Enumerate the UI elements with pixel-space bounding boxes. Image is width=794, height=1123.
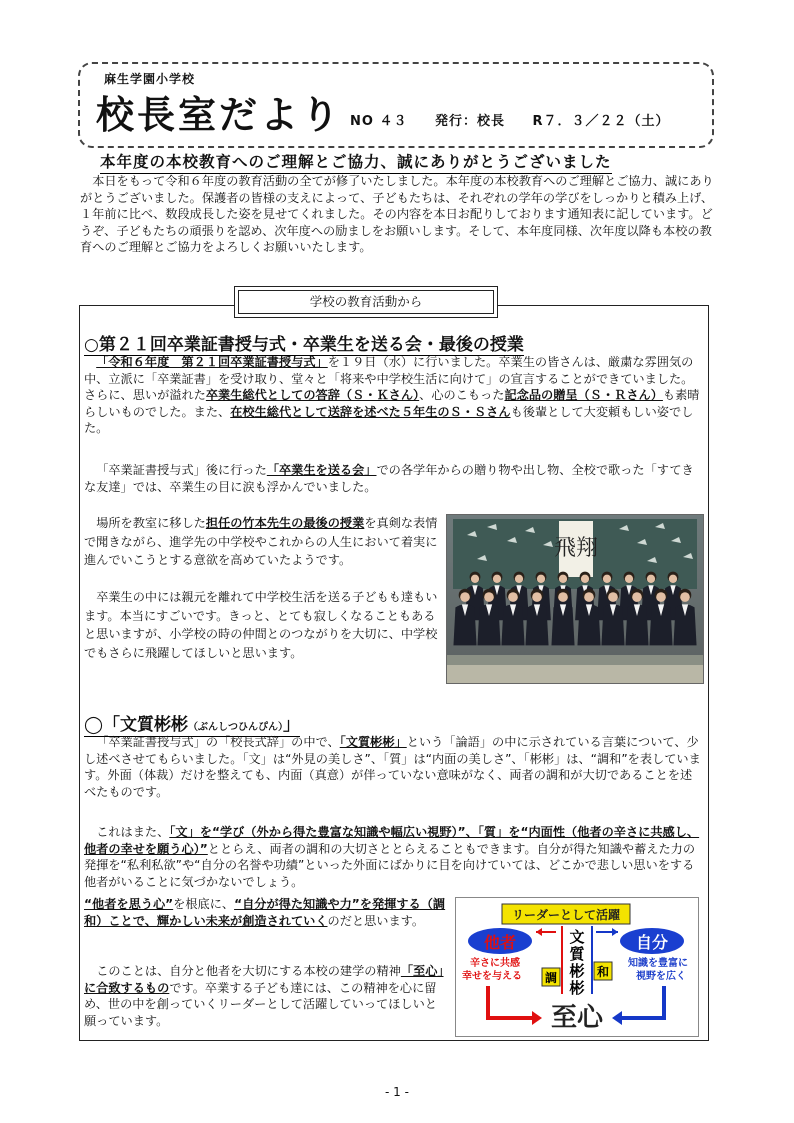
paragraph-text: という「論語」の中に示されている言葉について、少し述べさせてもらいました。「文」は“外見の美しさ”、「質」は“内面の美しさ”、「彬彬」は、“調和”を表しています。外面（体裁）だけを整えても、内面（真意）が伴っていない意味がなく、両者の調和が大切であることを述べたものです。 <box>84 735 701 799</box>
paragraph-text: を根底に、 <box>173 897 235 911</box>
issue-number: NO ４３ <box>350 114 408 129</box>
student-face <box>508 592 518 602</box>
diagram-center-char-2: 質 <box>569 945 585 963</box>
paragraph-text: このことは、自分と他者を大切にする本校の建学の精神 <box>96 964 401 978</box>
diagram-right-text-1: 知識を豊富に <box>628 958 688 969</box>
leadership-diagram <box>455 897 699 1037</box>
diagram-bottom-text: 至心 <box>550 1003 604 1033</box>
emphasis-text: 「令和６年度 第２１回卒業証書授与式」 <box>96 355 328 369</box>
box-label-text: 学校の教育活動から <box>238 290 494 314</box>
emphasis-text: 卒業生総代としての答辞（Ｓ・Ｋさん） <box>205 388 420 403</box>
emphasis-text: “自分が得た知識や力”を発揮する（調和）ことで、輝かしい未来が創造されていく <box>84 897 446 928</box>
section2-paragraph-1 <box>84 734 704 800</box>
section1-paragraph-1 <box>84 354 704 437</box>
section2-paragraph-2 <box>84 824 704 890</box>
paragraph-text: を１９日（水）に行いました。卒業生の皆さんは、厳粛な雰囲気の中、立派に「卒業証書」を受け取り、堂々と「将来や中学校生活に向けて」の宣言することができていました。さらに、思いが溢れた <box>84 355 694 403</box>
paragraph-text: 、心のこもった <box>419 388 505 403</box>
section1-paragraph-3 <box>84 514 438 570</box>
issue-meta <box>350 110 692 129</box>
section1-paragraph-4: 卒業生の中には親元を離れて中学校生活を送る子どもも達もいます。本当にすごいです。きっと、とても寂しくなることもあると思いますが、小学校の時の仲間とのつながりを大切に、中学校でもさらに飛躍してほしいと思います。 <box>84 590 438 660</box>
student-face <box>647 575 655 583</box>
diagram-banner-text: リーダーとして活躍 <box>511 908 621 922</box>
student-face <box>632 592 642 602</box>
student-face <box>532 592 542 602</box>
paragraph-text: これはまた、 <box>96 825 170 839</box>
student-face <box>603 575 611 583</box>
activities-box-label <box>234 286 498 318</box>
emphasis-text: 「至心」に合致するもの <box>84 964 444 995</box>
diagram-center-char-1: 文 <box>569 928 585 946</box>
emphasis-text: 記念品の贈呈（Ｓ・Ｒさん） <box>504 388 663 403</box>
graduation-photo-illustration <box>447 515 703 683</box>
diagram-right-oval-text: 自分 <box>635 933 669 952</box>
diagram-left-text-2: 幸せを与える <box>462 971 522 982</box>
newsletter-title: 校長室だより <box>96 92 343 137</box>
leadership-diagram-svg <box>456 898 698 1036</box>
diagram-tag-left: 調 <box>544 971 558 985</box>
school-name: 麻生学園小学校 <box>104 72 196 86</box>
student-face <box>515 575 523 583</box>
section1-title: ○第２１回卒業証書授与式・卒業生を送る会・最後の授業 <box>84 330 524 356</box>
student-face <box>584 592 594 602</box>
student-face <box>471 575 479 583</box>
graduation-photo <box>446 514 704 684</box>
diagram-tag-right: 和 <box>596 965 610 979</box>
student-face <box>680 592 690 602</box>
student-face <box>669 575 677 583</box>
diagram-right-text-2: 視野を広く <box>636 971 686 982</box>
student-face <box>608 592 618 602</box>
issuer: 発行：校長 <box>435 114 506 129</box>
chalkboard-calligraphy: 飛翔 <box>553 536 599 561</box>
emphasis-text: 在校生総代として送辞を述べた５年生のＳ・Ｓさん <box>230 404 511 419</box>
section2-paragraph-4 <box>84 963 446 1029</box>
section2-title-end: 」 <box>283 715 301 735</box>
section2-paragraph-3 <box>84 896 446 929</box>
issue-date: R７．３／２２（土） <box>532 114 670 129</box>
emphasis-text: “他者を思う心” <box>84 897 174 911</box>
student-face <box>625 575 633 583</box>
page-number: - 1 - <box>385 1085 409 1099</box>
diagram-center-char-4: 彬 <box>569 979 585 997</box>
emphasis-text: 「卒業生を送る会」 <box>266 463 377 477</box>
section2-title-reading: （ぶんしつひんぴん） <box>188 722 284 733</box>
intro-paragraph: 本日をもって令和６年度の教育活動の全てが修了いたしました。本年度の本校教育へのご理解とご協力、誠にありがとうございました。保護者の皆様の支えによって、子どもたちは、それぞれの学年の学びをしっかりと積み上げ、１年前に比べ、数段成長した姿を見せてくれました。その内容を本日お配りしております通知表に記しています。どうぞ、子どもたちの頑張りを認め、次年度への励ましをお願いします。そして、本年度同様、次年度以降も本校の教育へのご理解とご協力をよろしくお願いいたします。 <box>80 174 714 255</box>
section1-paragraph-2 <box>84 462 704 495</box>
section2-title-main: ◯「文質彬彬 <box>84 715 189 735</box>
paragraph-text: ととらえ、両者の調和の大切さととらえることもできます。自分が得た知識や蓄えた力の発揮を“私利私欲”や“自分の名誉や功績”といった外面にばかりに目を向けていては、どこかで悲しい思いをする他者がいることに気づかないでしょう。 <box>84 841 696 889</box>
student-face <box>558 592 568 602</box>
headline: 本年度の本校教育へのご理解とご協力、誠にありがとうございました <box>100 150 612 174</box>
student-face <box>581 575 589 583</box>
student-face <box>460 592 470 602</box>
student-face <box>537 575 545 583</box>
diagram-left-text-1: 辛さに共感 <box>470 958 520 969</box>
paragraph-text: での各学年からの贈り物や出し物、全校で歌った「すてきな友達」では、卒業生の目に涙も浮かんでいました。 <box>84 463 694 494</box>
student-face <box>559 575 567 583</box>
student-face <box>656 592 666 602</box>
diagram-center-char-3: 彬 <box>569 962 585 980</box>
paragraph-text: です。卒業する子ども達には、この精神を心に留め、世の中を創っていくリーダーとして活躍していってほしいと願っています。 <box>84 980 437 1028</box>
paragraph-text: 「卒業証書授与式」の「校長式辞」の中で、 <box>96 735 340 749</box>
section2-title <box>84 710 300 737</box>
diagram-left-oval-text: 他者 <box>483 933 517 952</box>
paragraph-text: 「卒業証書授与式」後に行った <box>96 463 267 477</box>
student-face <box>493 575 501 583</box>
paragraph-text: も素晴らしいものでした。また、 <box>84 388 700 419</box>
emphasis-text: 「文質彬彬」 <box>339 735 407 749</box>
paragraph-text: も後輩として大変頼もしい姿でした。 <box>84 404 694 436</box>
paragraph-text: のだと思います。 <box>327 913 425 928</box>
emphasis-text: 担任の竹本先生の最後の授業 <box>205 516 365 530</box>
paragraph-text: を真剣な表情で聞きながら、進学先の中学校やこれからの人生において着実に進んでいこうとする意欲を高めていたようです。 <box>84 516 438 568</box>
paragraph-text: 場所を教室に移した <box>96 516 206 530</box>
student-face <box>484 592 494 602</box>
emphasis-text: 「文」を“学び（外から得た豊富な知識や幅広い視野）”、「質」を“内面性（他者の辛さに共感し、他者の幸せを願う心）” <box>84 825 700 856</box>
